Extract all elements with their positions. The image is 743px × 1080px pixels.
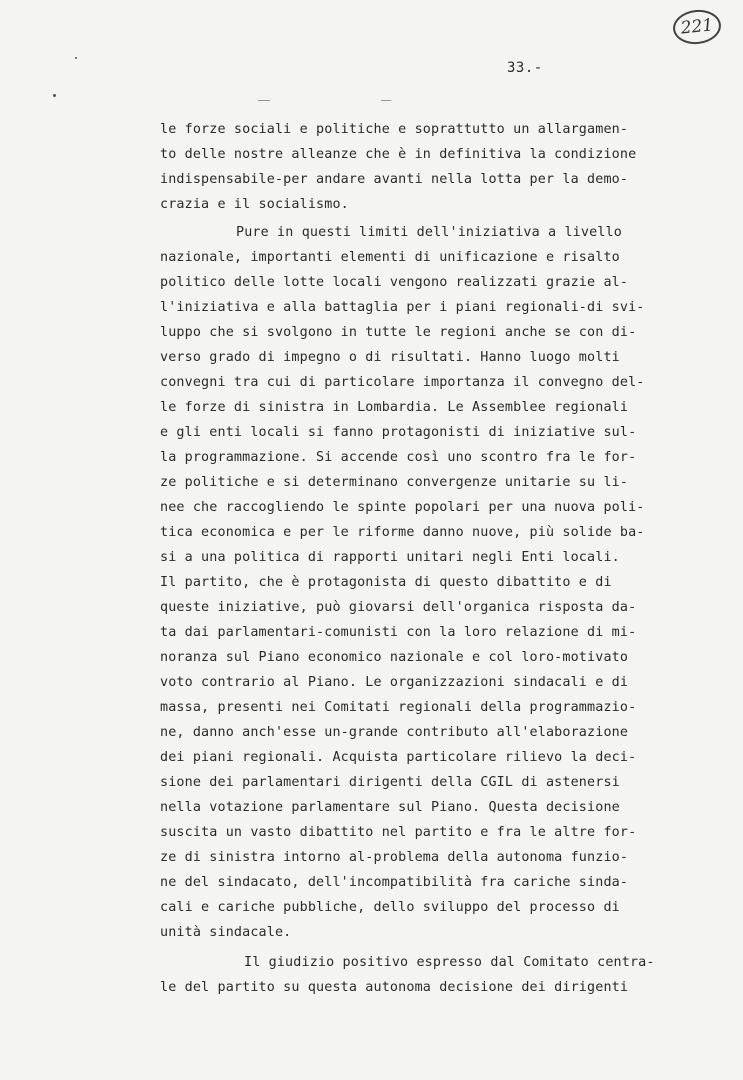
text-line: queste iniziative, può giovarsi dell'organica risposta da- xyxy=(160,600,637,615)
text-line: massa, presenti nei Comitati regionali della programmazio- xyxy=(160,700,637,715)
text-line: Il partito, che è protagonista di questo dibattito e di xyxy=(160,575,612,590)
archive-stamp: 221 xyxy=(671,8,722,47)
text-line: nella votazione parlamentare sul Piano. Questa decisione xyxy=(160,800,620,815)
faint-mark xyxy=(258,100,270,101)
text-line: Il giudizio positivo espresso dal Comitato centra- xyxy=(244,955,655,970)
text-line: ta dai parlamentari-comunisti con la loro relazione di mi- xyxy=(160,625,637,640)
text-line: sione dei parlamentari dirigenti della CGIL di astenersi xyxy=(160,775,620,790)
text-line: e gli enti locali si fanno protagonisti di iniziative sul- xyxy=(160,425,637,440)
text-line: indispensabile-per andare avanti nella lotta per la demo- xyxy=(160,172,629,187)
text-line: ze politiche e si determinano convergenze unitarie su li- xyxy=(160,475,629,490)
page-number: 33.- xyxy=(507,60,543,76)
text-line: ne, danno anch'esse un-grande contributo all'elaborazione xyxy=(160,725,629,740)
text-line: suscita un vasto dibattito nel partito e fra le altre for- xyxy=(160,825,637,840)
text-line: verso grado di impegno o di risultati. Hanno luogo molti xyxy=(160,350,620,365)
text-line: voto contrario al Piano. Le organizzazioni sindacali e di xyxy=(160,675,629,690)
faint-mark xyxy=(381,100,391,101)
text-line: tica economica e per le riforme danno nuove, più solide ba- xyxy=(160,525,645,540)
text-line: Pure in questi limiti dell'iniziativa a livello xyxy=(236,225,622,240)
text-line: cali e cariche pubbliche, dello sviluppo del processo di xyxy=(160,900,620,915)
text-line: ze di sinistra intorno al-problema della autonoma funzio- xyxy=(160,850,629,865)
text-line: le del partito su questa autonoma decisione dei dirigenti xyxy=(160,980,629,995)
text-line: convegni tra cui di particolare importanza il convegno del- xyxy=(160,375,645,390)
text-line: unità sindacale. xyxy=(160,925,292,940)
text-line: noranza sul Piano economico nazionale e col loro-motivato xyxy=(160,650,629,665)
text-line: l'iniziativa e alla battaglia per i piani regionali-di svi- xyxy=(160,300,645,315)
text-line: politico delle lotte locali vengono realizzati grazie al- xyxy=(160,275,629,290)
text-line: si a una politica di rapporti unitari negli Enti locali. xyxy=(160,550,620,565)
text-line: nee che raccogliendo le spinte popolari per una nuova poli- xyxy=(160,500,645,515)
speck xyxy=(75,57,77,59)
text-line: nazionale, importanti elementi di unificazione e risalto xyxy=(160,250,620,265)
text-line: to delle nostre alleanze che è in definitiva la condizione xyxy=(160,147,637,162)
text-line: la programmazione. Si accende così uno scontro fra le for- xyxy=(160,450,637,465)
text-line: ne del sindacato, dell'incompatibilità fra cariche sinda- xyxy=(160,875,629,890)
text-line: crazia e il socialismo. xyxy=(160,197,349,212)
text-line: luppo che si svolgono in tutte le regioni anche se con di- xyxy=(160,325,637,340)
text-line: le forze di sinistra in Lombardia. Le Assemblee regionali xyxy=(160,400,629,415)
text-line: le forze sociali e politiche e soprattutto un allargamen- xyxy=(160,122,629,137)
speck xyxy=(53,94,56,97)
text-line: dei piani regionali. Acquista particolare rilievo la deci- xyxy=(160,750,637,765)
